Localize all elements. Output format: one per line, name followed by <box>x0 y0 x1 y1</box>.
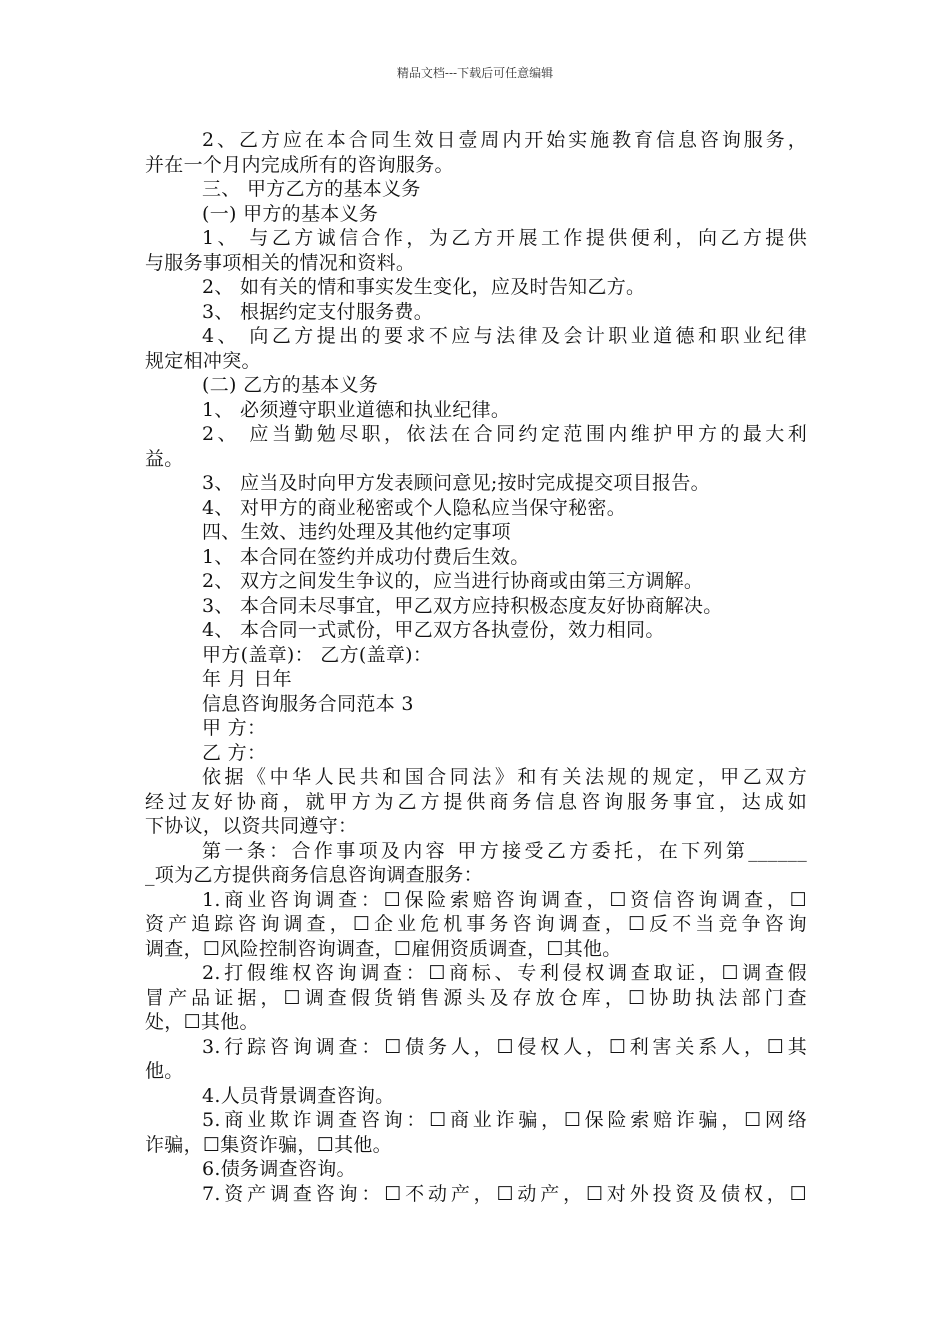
text-line: 乙 方： <box>202 741 267 764</box>
text-line: 规定相冲突。 <box>145 349 261 372</box>
text-line: 2、 双方之间发生争议的，应当进行协商或由第三方调解。 <box>202 570 704 592</box>
text-line: 冒产品证据，☐调查假货销售源头及存放仓库，☐协助执法部门查 <box>145 986 807 1009</box>
text-line: 益。 <box>145 447 184 470</box>
text-line: 并在一个月内完成所有的咨询服务。 <box>145 153 454 176</box>
text-line: 1、 必须遵守职业道德和执业纪律。 <box>202 398 511 421</box>
text-line: _项为乙方提供商务信息咨询调查服务： <box>145 864 483 886</box>
text-line: 4、 向乙方提出的要求不应与法律及会计职业道德和职业纪律 <box>202 325 807 347</box>
document-body <box>145 128 807 1206</box>
text-line: 2、乙方应在本合同生效日壹周内开始实施教育信息咨询服务， <box>202 129 807 151</box>
text-line: 2、 应当勤勉尽职，依法在合同约定范围内维护甲方的最大利 <box>202 423 807 445</box>
text-line: 2、 如有关的情和事实发生变化，应及时告知乙方。 <box>202 276 646 298</box>
text-line: 7.资产调查咨询：☐不动产，☐动产，☐对外投资及债权，☐ <box>202 1182 807 1205</box>
text-line: 第一条：合作事项及内容 甲方接受乙方委托，在下列第______ <box>202 839 807 862</box>
text-line: (二) 乙方的基本义务 <box>202 374 379 396</box>
text-line: 下协议，以资共同遵守： <box>145 815 358 837</box>
text-line: 经过友好协商，就甲方为乙方提供商务信息咨询服务事宜，达成如 <box>145 790 807 813</box>
text-line: 3.行踪咨询调查：☐债务人，☐侵权人，☐利害关系人，☐其 <box>202 1035 807 1058</box>
text-line: 诈骗，☐集资诈骗，☐其他。 <box>145 1133 392 1156</box>
text-line: 1.商业咨询调查：☐保险索赔咨询调查，☐资信咨询调查，☐ <box>202 888 807 911</box>
text-line: 甲 方： <box>202 717 267 739</box>
text-line: 与服务事项相关的情况和资料。 <box>145 251 416 274</box>
text-line: 4、 本合同一式贰份，甲乙双方各执壹份，效力相同。 <box>202 619 665 641</box>
text-line: 3、 应当及时向甲方发表顾问意见;按时完成提交项目报告。 <box>202 472 710 494</box>
text-line: 3、 根据约定支付服务费。 <box>202 300 434 323</box>
text-line: 依据《中华人民共和国合同法》和有关法规的规定，甲乙双方 <box>202 766 807 788</box>
page-header: 精品文档---下载后可任意编辑 <box>396 66 554 80</box>
text-line: 资产追踪咨询调查，☐企业危机事务咨询调查，☐反不当竞争咨询 <box>145 913 807 935</box>
text-line: 5.商业欺诈调查咨询：☐商业诈骗，☐保险索赔诈骗，☐网络 <box>202 1109 807 1131</box>
text-line: 年 月 日年 <box>202 668 292 690</box>
text-line: 2.打假维权咨询调查：☐商标、专利侵权调查取证，☐调查假 <box>202 962 807 984</box>
text-line: 4.人员背景调查咨询。 <box>202 1084 395 1107</box>
text-line: 处，☐其他。 <box>145 1011 259 1033</box>
text-line: 甲方(盖章)： 乙方(盖章)： <box>202 643 433 666</box>
text-line: (一) 甲方的基本义务 <box>202 202 379 225</box>
text-line: 6.债务调查咨询。 <box>202 1158 356 1180</box>
text-line: 四、生效、违约处理及其他约定事项 <box>202 521 511 543</box>
text-line: 信息咨询服务合同范本 3 <box>202 692 414 715</box>
text-line: 4、 对甲方的商业秘密或个人隐私应当保守秘密。 <box>202 496 627 519</box>
text-line: 他。 <box>145 1060 184 1082</box>
text-line: 3、 本合同未尽事宜，甲乙双方应持积极态度友好协商解决。 <box>202 594 723 617</box>
text-line: 1、 与乙方诚信合作，为乙方开展工作提供便利，向乙方提供 <box>202 227 807 249</box>
text-line: 1、 本合同在签约并成功付费后生效。 <box>202 545 530 568</box>
text-line: 调查，☐风险控制咨询调查，☐雇佣资质调查，☐其他。 <box>145 937 622 960</box>
text-line: 三、 甲方乙方的基本义务 <box>202 178 421 200</box>
